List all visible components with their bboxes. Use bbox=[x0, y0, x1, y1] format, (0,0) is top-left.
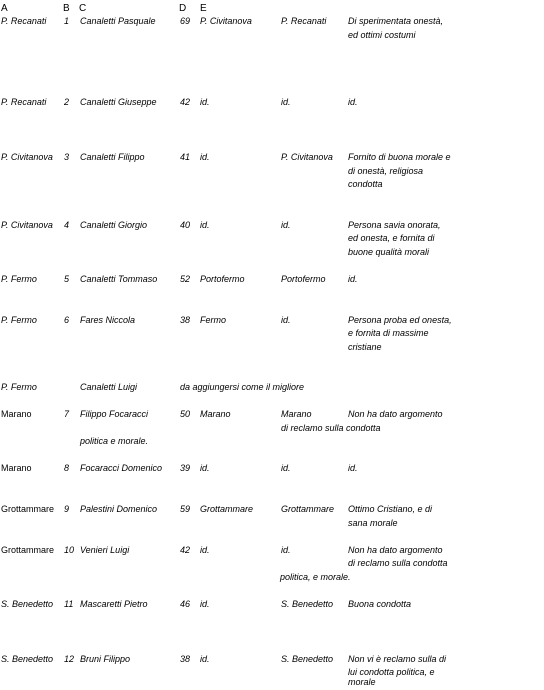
cell-conduct-line: di reclamo sulla condotta bbox=[348, 558, 448, 568]
cell-residence[interactable]: S. Benedetto bbox=[281, 654, 334, 664]
cell-conduct-line[interactable]: Persona savia onorata, bbox=[348, 220, 441, 230]
cell-birthplace[interactable]: id. bbox=[200, 599, 210, 609]
cell-name[interactable]: Bruni Filippo bbox=[80, 654, 131, 664]
cell-conduct-line: di onestà, religiosa bbox=[348, 166, 424, 176]
cell-place[interactable]: Grottammare bbox=[1, 504, 55, 514]
cell-birthplace[interactable]: P. Civitanova bbox=[200, 16, 252, 26]
cell-age[interactable]: 41 bbox=[180, 152, 191, 162]
cell-place[interactable]: P. Civitanova bbox=[1, 152, 53, 162]
cell-name[interactable]: Venieri Luigi bbox=[80, 545, 130, 555]
cell-number[interactable]: 5 bbox=[64, 274, 70, 284]
cell-residence[interactable]: P. Recanati bbox=[281, 16, 327, 26]
cell-name[interactable]: Canaletti Filippo bbox=[80, 152, 145, 162]
cell-conduct-line: buone qualità morali bbox=[348, 247, 430, 257]
cell-conduct-line: sana morale bbox=[348, 518, 398, 528]
cell-note[interactable]: da aggiungersi come il migliore bbox=[180, 382, 305, 392]
cell-conduct-line: di reclamo sulla condotta bbox=[281, 423, 381, 433]
cell-name[interactable]: Palestini Domenico bbox=[80, 504, 158, 514]
cell-age[interactable]: 59 bbox=[180, 504, 191, 514]
cell-conduct-line[interactable]: id. bbox=[348, 97, 358, 107]
cell-number[interactable]: 10 bbox=[64, 545, 75, 555]
cell-place[interactable]: P. Fermo bbox=[1, 382, 37, 392]
cell-age[interactable]: 38 bbox=[180, 654, 191, 664]
cell-name[interactable]: Fares Niccola bbox=[80, 315, 136, 325]
cell-place[interactable]: S. Benedetto bbox=[1, 654, 54, 664]
cell-age[interactable]: 46 bbox=[180, 599, 191, 609]
cell-birthplace[interactable]: Fermo bbox=[200, 315, 227, 325]
cell-birthplace[interactable]: id. bbox=[200, 152, 210, 162]
cell-conduct-line: politica, e morale. bbox=[280, 572, 351, 582]
cell-number[interactable]: 6 bbox=[64, 315, 70, 325]
cell-conduct-line[interactable]: Non vi è reclamo sulla di bbox=[348, 654, 447, 664]
cell-age[interactable]: 38 bbox=[180, 315, 191, 325]
cell-place[interactable]: Marano bbox=[1, 409, 32, 419]
cell-age[interactable]: 52 bbox=[180, 274, 191, 284]
cell-residence[interactable]: P. Civitanova bbox=[281, 152, 333, 162]
cell-conduct-line[interactable]: Fornito di buona morale e bbox=[348, 152, 451, 162]
cell-birthplace[interactable]: Marano bbox=[200, 409, 231, 419]
cell-number[interactable]: 12 bbox=[64, 654, 75, 664]
cell-age[interactable]: 69 bbox=[180, 16, 191, 26]
cell-age[interactable]: 50 bbox=[180, 409, 191, 419]
cell-conduct-line[interactable]: Non ha dato argomento bbox=[348, 545, 443, 555]
cell-number[interactable]: 2 bbox=[64, 97, 70, 107]
cell-place[interactable]: P. Fermo bbox=[1, 274, 37, 284]
cell-conduct-line[interactable]: Non ha dato argomento bbox=[348, 409, 443, 419]
cell-conduct-line[interactable]: id. bbox=[348, 274, 358, 284]
cell-birthplace[interactable]: id. bbox=[200, 220, 210, 230]
cell-birthplace[interactable]: id. bbox=[200, 545, 210, 555]
cell-conduct-line: lui condotta politica, e bbox=[348, 667, 435, 677]
cell-place[interactable]: P. Fermo bbox=[1, 315, 37, 325]
cell-residence[interactable]: id. bbox=[281, 315, 291, 325]
column-header-b[interactable]: B bbox=[63, 3, 70, 14]
cell-conduct-line: condotta bbox=[348, 179, 383, 189]
cell-number[interactable]: 1 bbox=[64, 16, 70, 26]
cell-place[interactable]: P. Recanati bbox=[1, 97, 47, 107]
cell-number[interactable]: 4 bbox=[64, 220, 70, 230]
cell-conduct-line[interactable]: Di sperimentata onestà, bbox=[348, 16, 444, 26]
cell-birthplace[interactable]: Portofermo bbox=[200, 274, 245, 284]
cell-place[interactable]: Grottammare bbox=[1, 545, 55, 555]
cell-place[interactable]: S. Benedetto bbox=[1, 599, 54, 609]
cell-conduct-line[interactable]: Persona proba ed onesta, bbox=[348, 315, 452, 325]
cell-place[interactable]: Marano bbox=[1, 463, 32, 473]
cell-name[interactable]: Canaletti Tommaso bbox=[80, 274, 158, 284]
cell-residence[interactable]: S. Benedetto bbox=[281, 599, 334, 609]
cell-birthplace[interactable]: id. bbox=[200, 463, 210, 473]
cell-age[interactable]: 39 bbox=[180, 463, 191, 473]
cell-conduct-line[interactable]: id. bbox=[348, 463, 358, 473]
cell-number[interactable]: 7 bbox=[64, 409, 70, 419]
cell-conduct-line: morale bbox=[348, 677, 376, 687]
column-header-e[interactable]: E bbox=[200, 3, 207, 14]
cell-conduct-line: ed ottimi costumi bbox=[348, 30, 416, 40]
cell-conduct-line[interactable]: Buona condotta bbox=[348, 599, 412, 609]
cell-residence[interactable]: Marano bbox=[281, 409, 312, 419]
cell-conduct-line: politica e morale. bbox=[80, 436, 149, 446]
cell-age[interactable]: 42 bbox=[180, 97, 191, 107]
cell-residence[interactable]: Grottammare bbox=[281, 504, 335, 514]
cell-conduct-line: e fornita di massime bbox=[348, 328, 429, 338]
cell-place[interactable]: P. Recanati bbox=[1, 16, 47, 26]
cell-name[interactable]: Canaletti Pasquale bbox=[80, 16, 156, 26]
column-header-d[interactable]: D bbox=[179, 3, 187, 14]
cell-name[interactable]: Canaletti Luigi bbox=[80, 382, 138, 392]
cell-place[interactable]: P. Civitanova bbox=[1, 220, 53, 230]
cell-name[interactable]: Mascaretti Pietro bbox=[80, 599, 148, 609]
cell-residence[interactable]: id. bbox=[281, 545, 291, 555]
cell-age[interactable]: 42 bbox=[180, 545, 191, 555]
cell-birthplace[interactable]: id. bbox=[200, 654, 210, 664]
cell-conduct-line: cristiane bbox=[348, 342, 382, 352]
column-header-c[interactable]: C bbox=[79, 3, 87, 14]
cell-number[interactable]: 3 bbox=[64, 152, 70, 162]
cell-residence[interactable]: id. bbox=[281, 220, 291, 230]
cell-residence[interactable]: Portofermo bbox=[281, 274, 326, 284]
cell-birthplace[interactable]: id. bbox=[200, 97, 210, 107]
cell-age[interactable]: 40 bbox=[180, 220, 191, 230]
cell-number[interactable]: 11 bbox=[64, 599, 74, 609]
cell-residence[interactable]: id. bbox=[281, 97, 291, 107]
cell-name[interactable]: Canaletti Giuseppe bbox=[80, 97, 157, 107]
cell-conduct-line[interactable]: Ottimo Cristiano, e di bbox=[348, 504, 433, 514]
cell-conduct-line: ed onesta, e fornita di bbox=[348, 233, 435, 243]
cell-number[interactable]: 9 bbox=[64, 504, 70, 514]
cell-residence[interactable]: id. bbox=[281, 463, 291, 473]
column-header-a[interactable]: A bbox=[1, 3, 8, 14]
cell-number[interactable]: 8 bbox=[64, 463, 70, 473]
cell-name[interactable]: Canaletti Giorgio bbox=[80, 220, 148, 230]
cell-birthplace[interactable]: Grottammare bbox=[200, 504, 254, 514]
cell-name[interactable]: Filippo Focaracci bbox=[80, 409, 149, 419]
cell-name[interactable]: Focaracci Domenico bbox=[80, 463, 163, 473]
